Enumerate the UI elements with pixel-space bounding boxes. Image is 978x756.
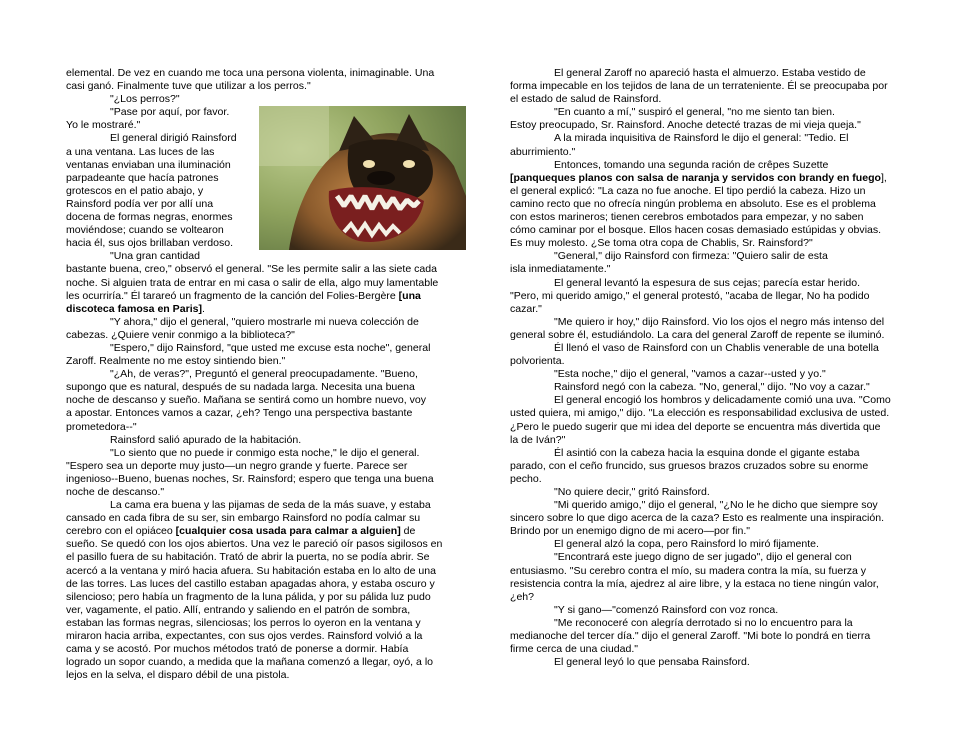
line-text: El general alzó la copa, pero Rainsford lo miró fijamente.	[554, 538, 819, 551]
line-text: resistencia contra la mía, ajedrez al aire libre, y la estaca no tiene ningún valor,	[510, 577, 879, 590]
text-line	[510, 643, 912, 656]
text-line	[510, 473, 912, 486]
line-text: entusiasmo. "Su cerebro contra el mío, su madera contra la mía, su fuerza y	[510, 564, 867, 577]
line-text: les ocurriría." Él tarareó un fragmento de la canción del Folies-Bergère	[66, 289, 399, 302]
text-line	[510, 316, 912, 329]
line-text: Yo le mostraré."	[66, 119, 141, 132]
text-line	[66, 407, 464, 420]
line-text: cansado en cada fibra de su ser, sin embargo Rainsford no podía calmar su	[66, 512, 421, 525]
line-text: aburrimiento."	[510, 145, 576, 158]
line-text: noche. Si alguien trata de entrar en mi casa o salir de ella, algo muy lamentable	[66, 276, 439, 289]
line-text: Brindo por un enemigo digno de mi acero—por fin."	[510, 525, 751, 538]
text-line	[66, 486, 464, 499]
text-line	[510, 486, 912, 499]
text-line	[510, 237, 912, 250]
line-text: Él asintió con la cabeza hacia la esquina donde el gigante estaba	[554, 446, 860, 459]
line-text: "General," dijo Rainsford con firmeza: "Quiero salir de esta	[554, 250, 828, 263]
text-line	[66, 656, 464, 669]
text-line	[66, 643, 464, 656]
text-line	[66, 303, 464, 316]
line-text: prometedora--"	[66, 420, 137, 433]
text-line	[510, 263, 912, 276]
text-line	[66, 460, 464, 473]
text-line	[66, 342, 464, 355]
line-text: de las torres. Las luces del castillo estaban apagadas ahora, y estaba oscuro y	[66, 577, 435, 590]
text-line	[510, 342, 912, 355]
text-line	[66, 421, 464, 434]
line-text: la de Iván?"	[510, 433, 566, 446]
text-line	[66, 617, 464, 630]
line-text: "Pase por aquí, por favor.	[110, 106, 230, 119]
text-line	[510, 80, 912, 93]
line-text: "En cuanto a mí," suspiró el general, "no me siento tan bien.	[554, 106, 835, 119]
line-text: noche de descanso."	[66, 486, 165, 498]
text-line	[510, 224, 912, 237]
text-line	[510, 656, 912, 669]
line-text: noche de descanso y sueño. Mañana se sentirá como un hombre nuevo, voy	[66, 394, 426, 407]
line-text: "¿Los perros?"	[110, 93, 180, 106]
line-text: Estoy preocupado, Sr. Rainsford. Anoche detecté trazas de mi vieja queja."	[510, 119, 861, 132]
text-line	[66, 355, 464, 368]
line-text: "Y si gano—"comenzó Rainsford con voz ronca.	[554, 603, 779, 616]
text-line	[510, 185, 912, 198]
text-line	[510, 630, 912, 643]
line-text: a apostar. Entonces vamos a cazar, ¿eh? Tengo una perspectiva bastante	[66, 407, 413, 420]
text-line	[66, 551, 464, 564]
text-line	[66, 67, 464, 80]
line-text: El general Zaroff no apareció hasta el almuerzo. Estaba vestido de	[554, 67, 866, 79]
text-line	[510, 250, 912, 263]
line-text: ingenioso--Bueno, buenas noches, Sr. Rainsford; espero que tenga una buena	[66, 472, 434, 485]
line-text: moviéndose; cuando se voltearon	[66, 224, 224, 237]
line-text: grotescos en el patio abajo, y	[66, 184, 204, 197]
text-line	[66, 80, 464, 93]
line-text: docena de formas negras, enormes	[66, 211, 233, 224]
line-text: "Espero sea un deporte muy justo—un negro grande y fuerte. Parece ser	[66, 459, 408, 472]
text-line	[510, 132, 912, 145]
line-text: cazar."	[510, 302, 542, 315]
line-text: usted quiera, mi amigo," dijo. "La elección es responsabilidad exclusiva de usted.	[510, 407, 890, 420]
text-line	[66, 604, 464, 617]
text-line	[510, 198, 912, 211]
line-text: ¿Pero le puedo sugerir que mi idea del deporte se encuentra más divertida que	[510, 420, 881, 433]
text-line	[510, 565, 912, 578]
text-line	[510, 460, 912, 473]
text-line	[510, 146, 912, 159]
line-text: sincero sobre lo que digo acerca de la caza? Esto es realmente una inspiración.	[510, 512, 885, 525]
line-text: el general explicó: "La caza no fue anoche. El tipo perdió la cabeza. Hizo un	[510, 184, 866, 197]
line-text-after: ],	[881, 171, 887, 184]
line-text: Es muy molesto. ¿Se toma otra copa de Chablis, Sr. Rainsford?"	[510, 237, 813, 250]
line-text: parpadeante que hacía patrones	[66, 171, 219, 184]
text-line	[510, 551, 912, 564]
text-line	[510, 303, 912, 316]
line-text: forma impecable en los tejidos de lana de un terrateniente. Él se preocupaba por	[510, 80, 888, 93]
line-text: ¿eh?	[510, 590, 535, 603]
text-line	[510, 447, 912, 460]
line-text: bastante buena, creo," observó el general. "Se les permite salir a las siete cada	[66, 263, 437, 276]
text-line	[510, 525, 912, 538]
line-text: "Espero," dijo Rainsford, "que usted me excuse esta noche", general	[110, 341, 431, 354]
text-line	[66, 394, 464, 407]
text-line	[510, 355, 912, 368]
line-text: a una ventana. Las luces de las	[66, 145, 215, 158]
line-text: El general levantó la espesura de sus cejas; parecía estar herido.	[554, 276, 861, 289]
line-text: logrado un sopor cuando, a medida que la mañana comenzó a llegar, oyó, a lo	[66, 656, 434, 669]
line-text: medianoche del tercer día." dijo el general Zaroff. "Mi bote lo pondrá en tierra	[510, 630, 871, 643]
line-text: general sobre él, estudiándolo. La cara del general Zaroff de repente se iluminó.	[510, 328, 885, 341]
line-text: lejos en la selva, el disparo débil de una pistola.	[66, 669, 290, 682]
line-text: ventanas enviaban una iluminación	[66, 158, 231, 171]
line-text: el pasillo fuera de su habitación. Trató de abrir la puerta, no se podía abrir. Se	[66, 551, 430, 564]
snarling-dog-icon	[259, 106, 466, 250]
text-line	[66, 512, 464, 525]
line-text: casi ganó. Finalmente tuve que utilizar a los perros."	[66, 80, 311, 93]
line-text: Rainsford podía ver por allí una	[66, 197, 214, 210]
line-text: cama y se acostó. Por muchos métodos trató de ponerse a dormir. Había	[66, 643, 409, 656]
text-line	[66, 538, 464, 551]
text-line	[510, 617, 912, 630]
line-text: hacia él, sus ojos brillaban verdoso.	[66, 237, 234, 250]
line-text: parado, con el ceño fruncido, sus gruesos brazos cruzados sobre su enorme	[510, 459, 869, 472]
text-line	[510, 421, 912, 434]
text-line	[510, 538, 912, 551]
line-text-after: .	[202, 302, 205, 315]
text-line	[510, 434, 912, 447]
text-line	[510, 159, 912, 172]
line-text: Rainsford salió apurado de la habitación.	[110, 433, 302, 446]
text-line	[510, 67, 912, 80]
text-line	[510, 93, 912, 106]
line-text: El general encogió los hombros y delicadamente comió una uva. "Como	[554, 394, 891, 407]
line-text: cabezas. ¿Quiere venir conmigo a la biblioteca?"	[66, 328, 295, 341]
line-text: acercó a la ventana y miró hacia afuera. Su habitación estaba en lo alto de una	[66, 564, 436, 577]
line-text: pecho.	[510, 472, 542, 485]
line-text: isla inmediatamente."	[510, 263, 611, 276]
text-line	[510, 394, 912, 407]
line-text: camino recto que no ofrecía ningún problema en absoluto. Ese es el problema	[510, 197, 876, 210]
line-text: Él llenó el vaso de Rainsford con un Chablis venerable de una botella	[554, 341, 879, 354]
text-line	[66, 473, 464, 486]
line-text: A la mirada inquisitiva de Rainsford le dijo el general: "Tedio. El	[554, 132, 849, 145]
line-text: "¿Ah, de veras?", Preguntó el general preocupadamente. "Bueno,	[110, 368, 418, 381]
text-line	[66, 591, 464, 604]
text-line	[510, 368, 912, 381]
text-line	[510, 499, 912, 512]
text-line	[66, 368, 464, 381]
line-text: "Me quiero ir hoy," dijo Rainsford. Vio los ojos el negro más intenso del	[554, 315, 885, 328]
line-text: "No quiere decir," gritó Rainsford.	[554, 486, 710, 498]
bold-annotation: [una	[398, 289, 421, 302]
line-text: firme cerca de una ciudad."	[510, 643, 639, 656]
line-text: supongo que es natural, después de su nadada larga. Necesita una buena	[66, 381, 415, 394]
text-line	[510, 290, 912, 303]
line-text: cómo caminar por el bosque. Ellos hacen cosas demasiado estúpidas y obvias.	[510, 224, 882, 237]
line-text: "Una gran cantidad	[110, 250, 200, 263]
text-line	[510, 119, 912, 132]
text-line	[510, 329, 912, 342]
text-line	[66, 316, 464, 329]
line-text: El general leyó lo que pensaba Rainsford.	[554, 656, 750, 669]
text-line	[66, 525, 464, 538]
text-line	[510, 172, 912, 185]
line-text: cerebro con el opiáceo	[66, 525, 176, 538]
text-line	[66, 277, 464, 290]
text-line	[66, 250, 464, 263]
line-text: el estado de salud de Rainsford.	[510, 93, 662, 106]
text-line	[66, 565, 464, 578]
text-line	[510, 106, 912, 119]
text-line	[510, 604, 912, 617]
line-text: polvorienta.	[510, 355, 565, 368]
line-text: "Esta noche," dijo el general, "vamos a cazar--usted y yo."	[554, 368, 826, 381]
bold-annotation: [panqueques planos con salsa de naranja y servidos con brandy en fuego	[510, 171, 881, 184]
line-text: con estos marineros; tienen cerebros embotados para empezar, y no saben	[510, 211, 864, 224]
text-line	[66, 290, 464, 303]
line-text: elemental. De vez en cuando me toca una persona violenta, inimaginable. Una	[66, 67, 435, 79]
text-line	[510, 277, 912, 290]
text-line	[510, 211, 912, 224]
line-text: "Pero, mi querido amigo," el general protestó, "acaba de llegar, No ha podido	[510, 289, 870, 302]
line-text: El general dirigió Rainsford	[110, 132, 237, 145]
text-line	[66, 434, 464, 447]
text-line	[510, 407, 912, 420]
line-text: Entonces, tomando una segunda ración de crêpes Suzette	[554, 158, 829, 171]
text-line	[510, 381, 912, 394]
dog-photo	[259, 106, 466, 250]
line-text: ver, vagamente, el patio. Allí, entrando y saliendo en el patrón de sombra,	[66, 603, 411, 616]
right-column	[510, 67, 912, 669]
line-text: sueño. Se quedó con los ojos abiertos. Una vez le pareció oír pasos sigilosos en	[66, 538, 443, 551]
line-text: silencioso; pero había un fragmento de la luna pálida, y por su pálida luz pudo	[66, 590, 431, 603]
text-line	[66, 329, 464, 342]
line-text: "Y ahora," dijo el general, "quiero mostrarle mi nueva colección de	[110, 315, 419, 328]
line-text: "Mi querido amigo," dijo el general, "¿No le he dicho que siempre soy	[554, 499, 878, 512]
text-line	[66, 669, 464, 682]
line-text: Rainsford negó con la cabeza. "No, general," dijo. "No voy a cazar."	[554, 381, 870, 394]
line-text: Zaroff. Realmente no me estoy sintiendo bien."	[66, 355, 286, 368]
text-line	[66, 578, 464, 591]
line-text: miraron hacia arriba, expectantes, con sus ojos verdes. Rainsford volvió a la	[66, 630, 423, 643]
text-line	[66, 499, 464, 512]
text-line	[66, 630, 464, 643]
bold-annotation: [cualquier cosa usada para calmar a alguien]	[175, 525, 401, 538]
line-text: "Encontrará este juego digno de ser jugado", dijo el general con	[554, 551, 852, 564]
line-text: La cama era buena y las pijamas de seda de la más suave, y estaba	[110, 499, 431, 512]
text-line	[66, 93, 464, 106]
line-text-after: de	[400, 525, 416, 538]
line-text: estaban las formas negras, silenciosas; los perros lo oyeron en la ventana y	[66, 616, 421, 629]
text-line	[510, 591, 912, 604]
text-line	[510, 578, 912, 591]
text-line	[66, 381, 464, 394]
line-text: "Me reconoceré con alegría derrotado si no lo encuentro para la	[554, 616, 853, 629]
text-line	[66, 263, 464, 276]
text-line	[66, 447, 464, 460]
line-text: "Lo siento que no puede ir conmigo esta noche," le dijo el general.	[110, 446, 420, 459]
bold-annotation: discoteca famosa en Paris]	[66, 302, 202, 315]
text-line	[510, 512, 912, 525]
